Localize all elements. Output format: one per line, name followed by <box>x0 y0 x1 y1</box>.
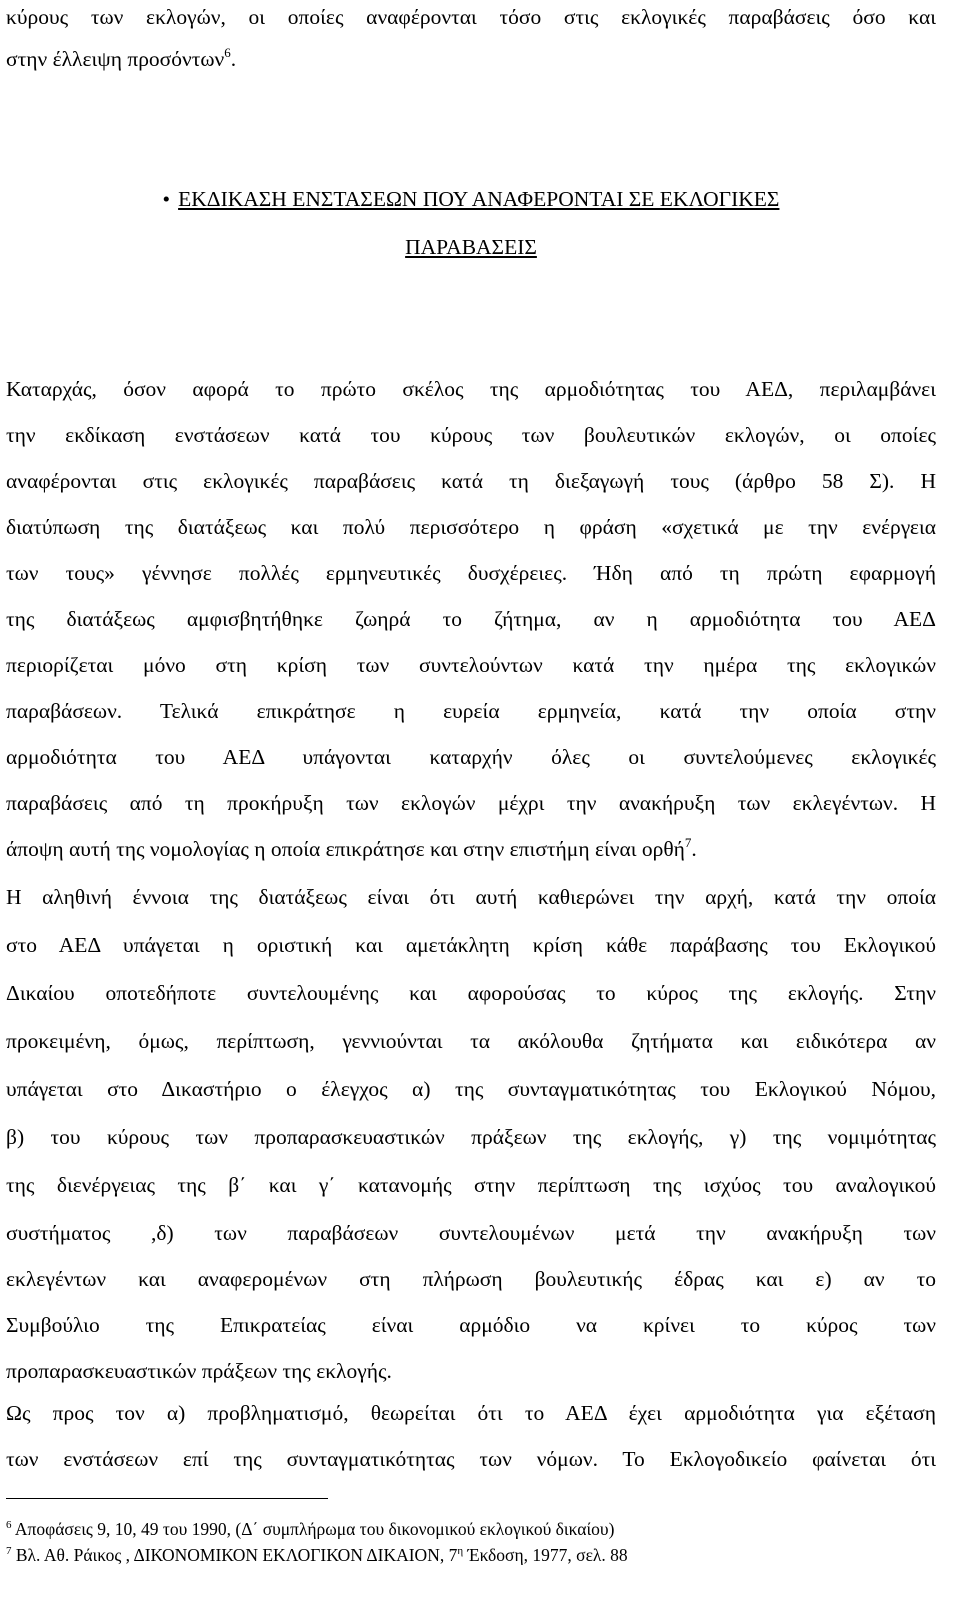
text-line <box>6 1026 936 1056</box>
text-span: συστήματος ,δ) των παραβάσεων συντελουμένων μετά την ανακήρυξη των <box>6 1221 936 1245</box>
text-line <box>6 978 936 1008</box>
text-span: κύρους των εκλογών, οι οποίες αναφέρονται τόσο στις εκλογικές παραβάσεις όσο και <box>6 5 936 29</box>
text-span: Η αληθινή έννοια της διατάξεως είναι ότι αυτή καθιερώνει την αρχή, κατά την οποία <box>6 885 936 909</box>
text-span: υπάγεται στο Δικαστήριο ο έλεγχος α) της συνταγματικότητας του Εκλογικού Νόμου, <box>6 1077 936 1101</box>
footnote-number: 7 <box>6 1545 12 1557</box>
text-span: της διενέργειας της β΄ και γ΄ κατανομής στην περίπτωση της ισχύος του αναλογικού <box>6 1173 936 1197</box>
text-line <box>6 374 936 404</box>
text-line <box>6 788 936 818</box>
section-heading-line-2 <box>6 232 936 262</box>
text-span: αναφέρονται στις εκλογικές παραβάσεις κατά τη διεξαγωγή τους (άρθρο 58 Σ). Η <box>6 469 936 493</box>
footnote-text: Έκδοση, 1977, σελ. 88 <box>463 1545 628 1565</box>
text-line <box>6 604 936 634</box>
heading-text: ΠΑΡΑΒΑΣΕΙΣ <box>405 235 537 259</box>
text-span: εκλεγέντων και αναφερομένων στη πλήρωση βουλευτικής έδρας και ε) αν το <box>6 1267 936 1291</box>
footnote-number: 6 <box>6 1519 12 1531</box>
text-span: διατύπωση της διατάξεως και πολύ περισσότερο η φράση «σχετικά με την ενέργεια <box>6 515 936 539</box>
text-span: των ενστάσεων επί της συνταγματικότητας των νόμων. Το Εκλογοδικείο φαίνεται ότι <box>6 1447 936 1471</box>
text-line <box>6 1310 936 1340</box>
text-span: περιορίζεται μόνο στη κρίση των συντελούντων κατά την ημέρα της εκλογικών <box>6 653 936 677</box>
text-span: της διατάξεως αμφισβητήθηκε ζωηρά το ζήτημα, αν η αρμοδιότητα του ΑΕΔ <box>6 607 936 631</box>
footnote-6 <box>6 1518 936 1540</box>
footnote-separator <box>6 1498 328 1499</box>
text-line <box>6 1218 936 1248</box>
text-span: Δικαίου οποτεδήποτε συντελουμένης και αφορούσας το κύρος της εκλογής. Στην <box>6 981 936 1005</box>
text-span: Συμβούλιο της Επικρατείας είναι αρμόδιο να κρίνει το κύρος των <box>6 1313 936 1337</box>
footnote-text: Αποφάσεις 9, 10, 49 του 1990, (Δ΄ συμπλήρωμα του δικονομικού εκλογικού δικαίου) <box>14 1519 615 1539</box>
text-line <box>6 1122 936 1152</box>
text-line <box>6 1398 936 1428</box>
footnote-ref-6[interactable]: 6 <box>224 45 231 60</box>
text-line <box>6 558 936 588</box>
text-span: παραβάσεις από τη προκήρυξη των εκλογών μέχρι την ανακήρυξη των εκλεγέντων. Η <box>6 791 936 815</box>
footnote-text: Βλ. Αθ. Ράικος , ΔΙΚΟΝΟΜΙΚΟΝ ΕΚΛΟΓΙΚΟΝ ΔΙΚΑΙΟΝ, 7 <box>15 1545 458 1565</box>
text-span: β) του κύρους των προπαρασκευαστικών πράξεων της εκλογής, γ) της νομιμότητας <box>6 1125 936 1149</box>
text-line <box>6 696 936 726</box>
text-line <box>6 882 936 912</box>
text-span: την εκδίκαση ενστάσεων κατά του κύρους των βουλευτικών εκλογών, οι οποίες <box>6 423 936 447</box>
text-line <box>6 420 936 450</box>
text-line <box>6 650 936 680</box>
text-line <box>6 930 936 960</box>
text-span: στην έλλειψη προσόντων <box>6 47 225 71</box>
text-line <box>6 512 936 542</box>
text-line <box>6 1264 936 1294</box>
text-span: προπαρασκευαστικών πράξεων της εκλογής. <box>6 1359 392 1383</box>
text-span: προκειμένη, όμως, περίπτωση, γεννιούνται τα ακόλουθα ζητήματα και ειδικότερα αν <box>6 1029 936 1053</box>
text-line <box>6 44 936 74</box>
text-span: άποψη αυτή της νομολογίας η οποία επικράτησε και στην επιστήμη είναι ορθή <box>6 837 685 861</box>
footnote-ref-7[interactable]: 7 <box>684 835 692 850</box>
text-line <box>6 2 936 32</box>
heading-text: ΕΚΔΙΚΑΣΗ ΕΝΣΤΑΣΕΩΝ ΠΟΥ ΑΝΑΦΕΡΟΝΤΑΙ ΣΕ ΕΚΛΟΓΙΚΕΣ <box>178 187 780 211</box>
section-heading-line-1 <box>6 184 936 214</box>
text-span: . <box>691 837 697 861</box>
text-span: αρμοδιότητα του ΑΕΔ υπάγονται καταρχήν όλες οι συντελούμενες εκλογικές <box>6 745 936 769</box>
bullet-icon: • <box>162 187 171 211</box>
text-line <box>6 466 936 496</box>
text-line <box>6 834 936 864</box>
text-span: . <box>230 47 237 71</box>
text-line <box>6 1356 936 1386</box>
text-span: Καταρχάς, όσον αφορά το πρώτο σκέλος της αρμοδιότητας του ΑΕΔ, περιλαμβάνει <box>6 377 936 401</box>
text-line <box>6 742 936 772</box>
footnote-superscript: η <box>457 1545 464 1557</box>
text-span: στο ΑΕΔ υπάγεται η οριστική και αμετάκλητη κρίση κάθε παράβασης του Εκλογικού <box>6 933 936 957</box>
text-line <box>6 1074 936 1104</box>
text-span: παραβάσεων. Τελικά επικράτησε η ευρεία ερμηνεία, κατά την οποία στην <box>6 699 936 723</box>
text-span: των τους» γέννησε πολλές ερμηνευτικές δυσχέρειες. Ήδη από τη πρώτη εφαρμογή <box>6 561 936 585</box>
text-span: Ως προς τον α) προβληματισμό, θεωρείται ότι το ΑΕΔ έχει αρμοδιότητα για εξέταση <box>6 1401 936 1425</box>
footnote-7 <box>6 1544 936 1566</box>
text-line <box>6 1170 936 1200</box>
text-line <box>6 1444 936 1474</box>
